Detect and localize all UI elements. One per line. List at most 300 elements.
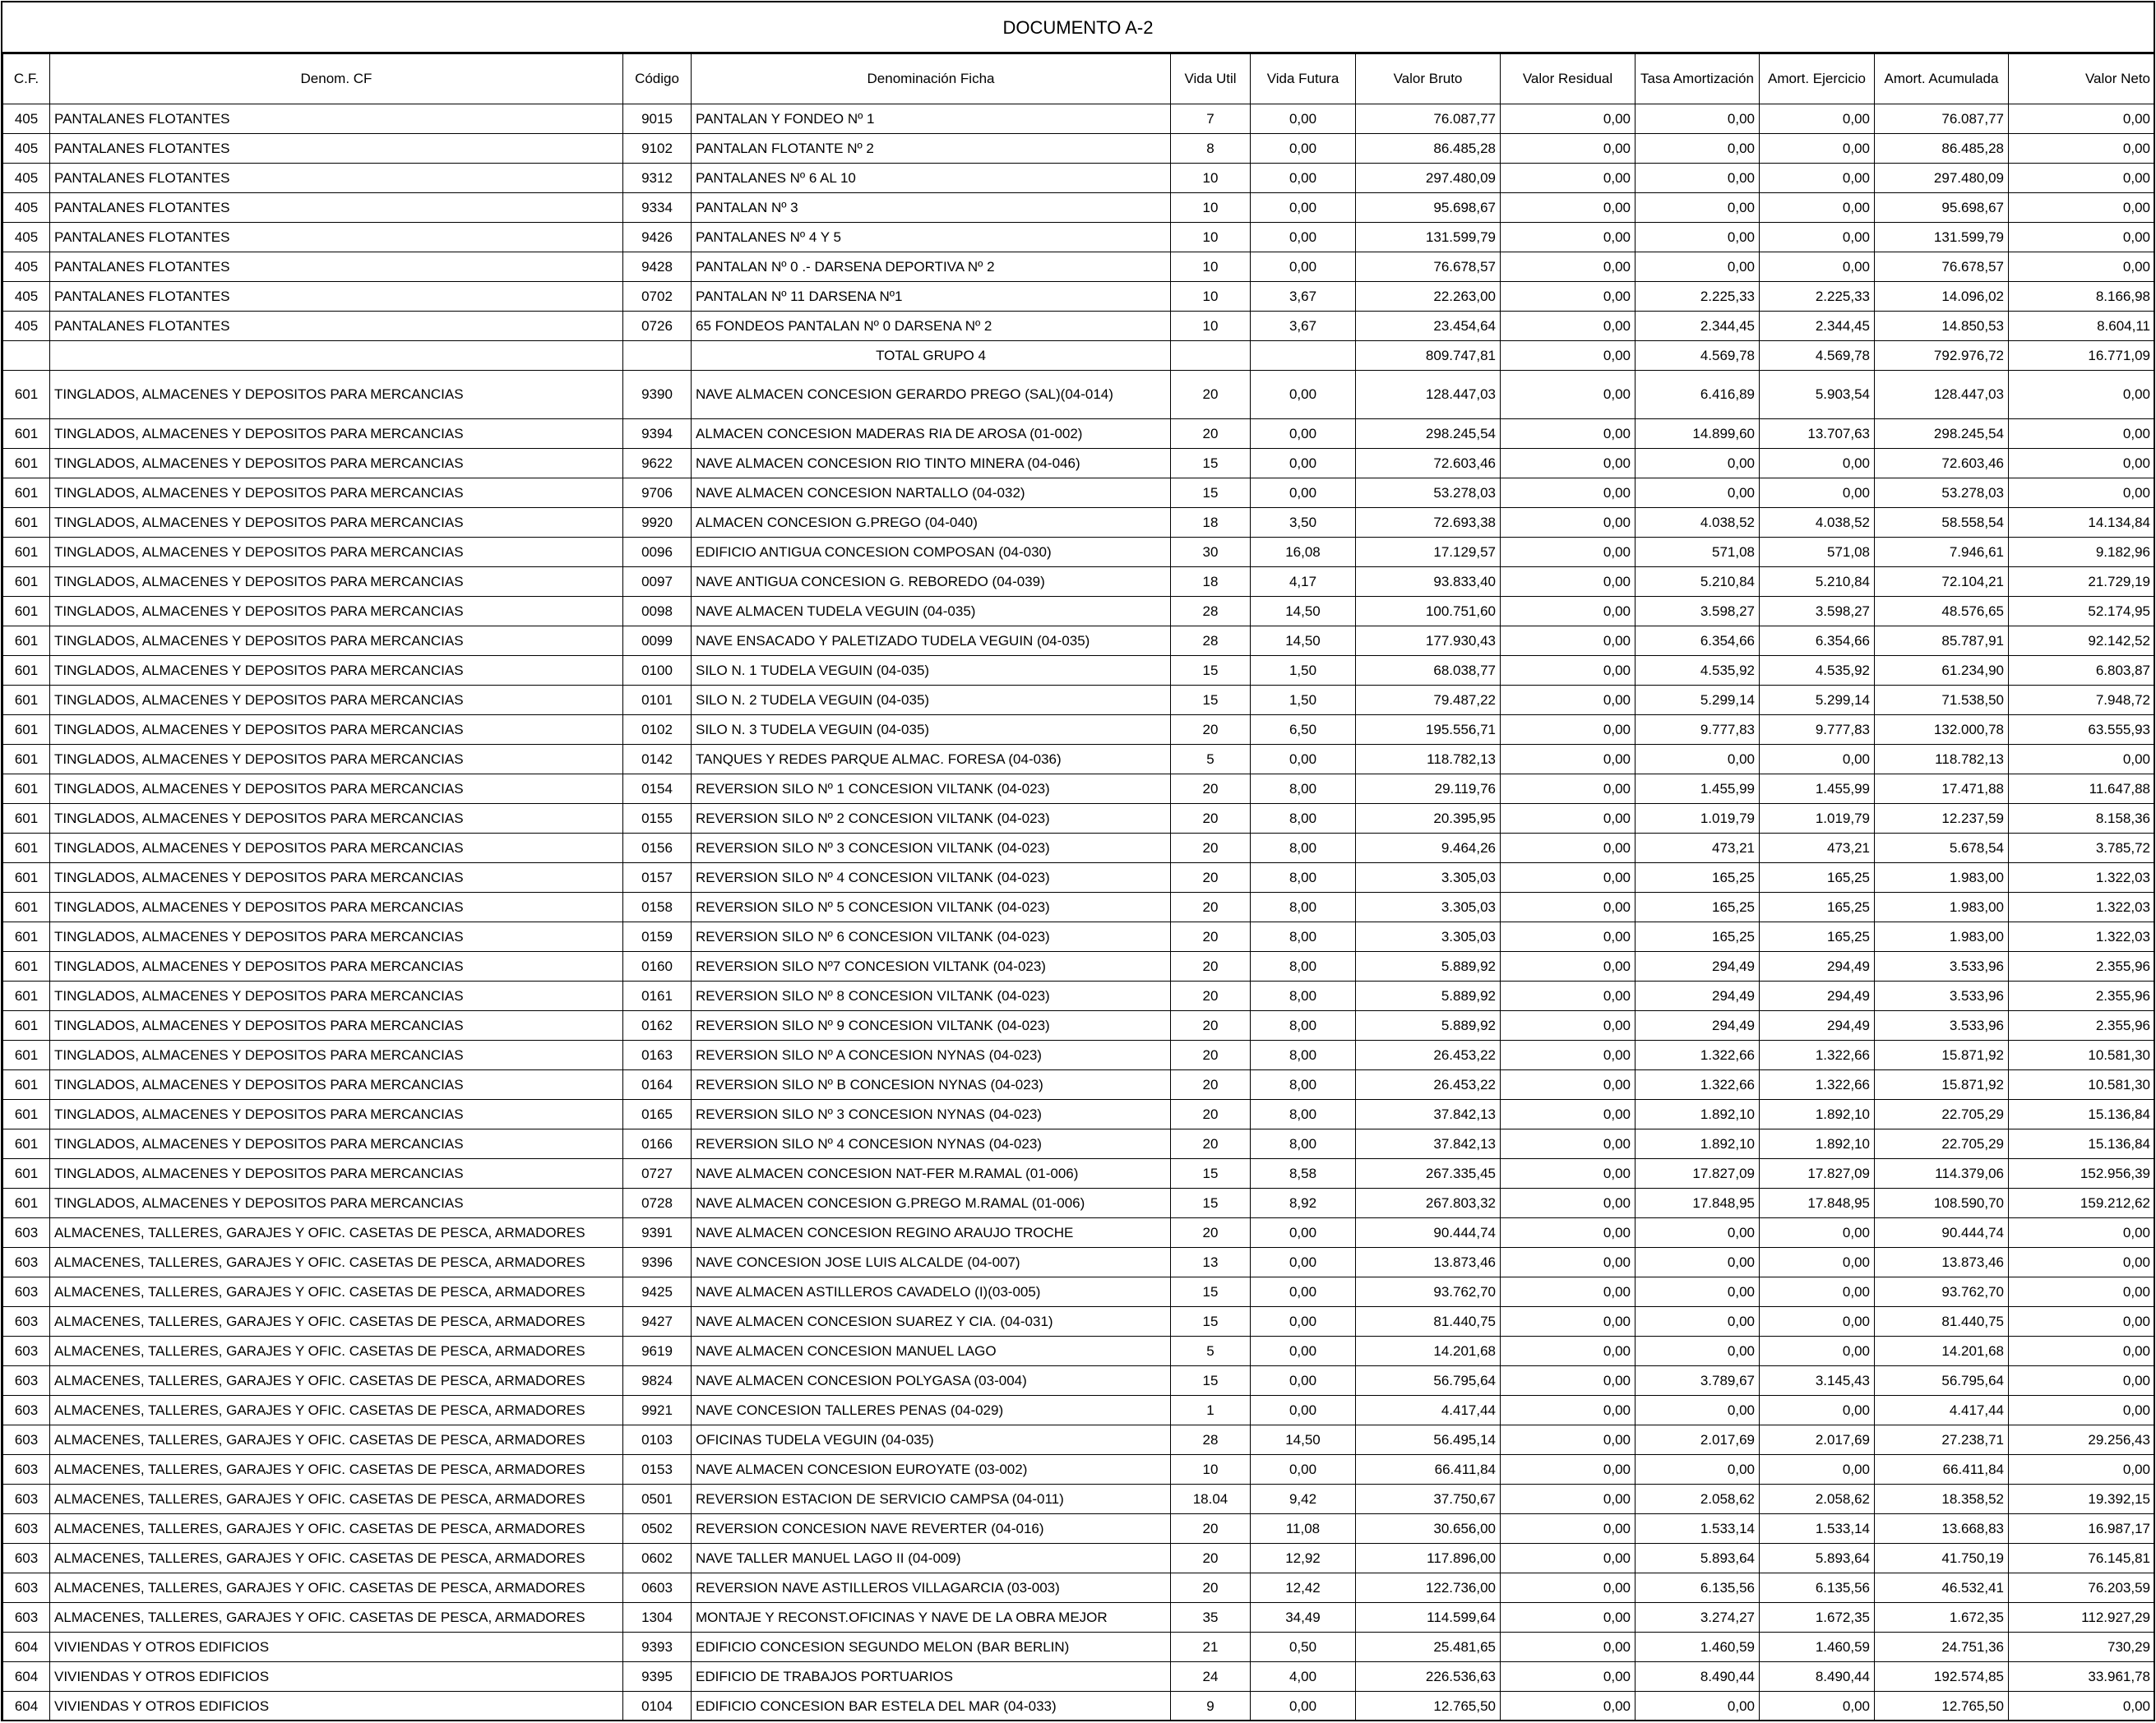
cell-valor-neto: 8.604,11 — [2009, 312, 2155, 341]
cell-denom-cf: PANTALANES FLOTANTES — [50, 223, 623, 252]
cell-denominacion-ficha: REVERSION SILO Nº 6 CONCESION VILTANK (04-023) — [692, 922, 1171, 952]
cell-valor-bruto: 5.889,92 — [1356, 1011, 1501, 1041]
table-row — [3, 1041, 2155, 1070]
cell-tasa-amortizacion: 14.899,60 — [1636, 419, 1760, 449]
cell-vida-futura: 0,00 — [1251, 223, 1356, 252]
cell-codigo: 0164 — [623, 1070, 692, 1100]
table-row — [3, 1573, 2155, 1603]
cell-denom-cf: ALMACENES, TALLERES, GARAJES Y OFIC. CASETAS DE PESCA, ARMADORES — [50, 1603, 623, 1633]
cell-codigo: 0157 — [623, 863, 692, 893]
cell-valor-neto: 0,00 — [2009, 745, 2155, 774]
cell-denominacion-ficha: REVERSION SILO Nº 3 CONCESION NYNAS (04-023) — [692, 1100, 1171, 1129]
cell-cf: 601 — [3, 1070, 50, 1100]
cell-valor-neto: 19.392,15 — [2009, 1485, 2155, 1514]
cell-codigo: 0103 — [623, 1425, 692, 1455]
cell-vida-util: 15 — [1171, 1159, 1251, 1189]
cell-valor-neto: 33.961,78 — [2009, 1662, 2155, 1692]
cell-amort-ejercicio: 1.672,35 — [1760, 1603, 1875, 1633]
cell-denom-cf: ALMACENES, TALLERES, GARAJES Y OFIC. CASETAS DE PESCA, ARMADORES — [50, 1307, 623, 1337]
table-row — [3, 774, 2155, 804]
cell-vida-futura: 12,42 — [1251, 1573, 1356, 1603]
cell-tasa-amortizacion: 1.460,59 — [1636, 1633, 1760, 1662]
cell-vida-futura: 3,67 — [1251, 282, 1356, 312]
cell-cf: 601 — [3, 774, 50, 804]
cell-cf: 405 — [3, 193, 50, 223]
cell-vida-futura: 8,58 — [1251, 1159, 1356, 1189]
cell-valor-bruto: 195.556,71 — [1356, 715, 1501, 745]
cell-amort-acumulada: 108.590,70 — [1875, 1189, 2009, 1218]
cell-cf: 601 — [3, 626, 50, 656]
cell-codigo: 9428 — [623, 252, 692, 282]
cell-valor-neto: 92.142,52 — [2009, 626, 2155, 656]
cell-valor-residual: 0,00 — [1501, 1159, 1636, 1189]
cell-valor-bruto: 298.245,54 — [1356, 419, 1501, 449]
cell-valor-bruto: 37.842,13 — [1356, 1129, 1501, 1159]
cell-valor-bruto: 81.440,75 — [1356, 1307, 1501, 1337]
cell-codigo: 9102 — [623, 134, 692, 164]
cell-tasa-amortizacion: 165,25 — [1636, 922, 1760, 952]
cell-valor-neto: 15.136,84 — [2009, 1129, 2155, 1159]
cell-tasa-amortizacion: 2.017,69 — [1636, 1425, 1760, 1455]
cell-valor-residual: 0,00 — [1501, 863, 1636, 893]
cell-amort-acumulada: 90.444,74 — [1875, 1218, 2009, 1248]
cell-denom-cf: PANTALANES FLOTANTES — [50, 312, 623, 341]
cell-valor-neto: 8.166,98 — [2009, 282, 2155, 312]
cell-amort-acumulada: 93.762,70 — [1875, 1277, 2009, 1307]
cell-valor-residual: 0,00 — [1501, 371, 1636, 419]
cell-amort-acumulada: 792.976,72 — [1875, 341, 2009, 371]
cell-vida-util: 18 — [1171, 508, 1251, 538]
cell-denom-cf: TINGLADOS, ALMACENES Y DEPOSITOS PARA MERCANCIAS — [50, 1011, 623, 1041]
cell-tasa-amortizacion: 1.892,10 — [1636, 1129, 1760, 1159]
cell-denominacion-ficha: PANTALAN Nº 3 — [692, 193, 1171, 223]
table-row — [3, 252, 2155, 282]
cell-valor-neto: 0,00 — [2009, 134, 2155, 164]
cell-vida-util: 7 — [1171, 104, 1251, 134]
table-row — [3, 1159, 2155, 1189]
cell-cf: 601 — [3, 1129, 50, 1159]
cell-vida-futura: 11,08 — [1251, 1514, 1356, 1544]
cell-amort-acumulada: 85.787,91 — [1875, 626, 2009, 656]
cell-vida-futura: 1,50 — [1251, 656, 1356, 686]
cell-vida-futura: 14,50 — [1251, 1425, 1356, 1455]
cell-denom-cf — [50, 341, 623, 371]
cell-valor-bruto: 117.896,00 — [1356, 1544, 1501, 1573]
cell-amort-ejercicio: 5.210,84 — [1760, 567, 1875, 597]
cell-cf: 601 — [3, 508, 50, 538]
cell-valor-residual: 0,00 — [1501, 715, 1636, 745]
cell-valor-neto: 6.803,87 — [2009, 656, 2155, 686]
cell-amort-acumulada: 1.983,00 — [1875, 863, 2009, 893]
cell-cf: 603 — [3, 1307, 50, 1337]
cell-cf: 601 — [3, 419, 50, 449]
cell-denom-cf: TINGLADOS, ALMACENES Y DEPOSITOS PARA MERCANCIAS — [50, 893, 623, 922]
cell-cf: 603 — [3, 1277, 50, 1307]
table-row — [3, 745, 2155, 774]
cell-denominacion-ficha: OFICINAS TUDELA VEGUIN (04-035) — [692, 1425, 1171, 1455]
cell-cf: 603 — [3, 1218, 50, 1248]
cell-vida-util: 10 — [1171, 282, 1251, 312]
cell-valor-residual: 0,00 — [1501, 656, 1636, 686]
cell-vida-util: 20 — [1171, 922, 1251, 952]
cell-vida-util: 8 — [1171, 134, 1251, 164]
cell-denom-cf: PANTALANES FLOTANTES — [50, 252, 623, 282]
cell-vida-futura: 0,00 — [1251, 1366, 1356, 1396]
cell-valor-residual: 0,00 — [1501, 538, 1636, 567]
cell-vida-futura: 3,50 — [1251, 508, 1356, 538]
cell-denom-cf: ALMACENES, TALLERES, GARAJES Y OFIC. CASETAS DE PESCA, ARMADORES — [50, 1366, 623, 1396]
cell-amort-ejercicio: 1.892,10 — [1760, 1129, 1875, 1159]
cell-amort-ejercicio: 2.344,45 — [1760, 312, 1875, 341]
cell-vida-futura: 0,00 — [1251, 371, 1356, 419]
cell-amort-ejercicio: 1.455,99 — [1760, 774, 1875, 804]
cell-cf: 603 — [3, 1425, 50, 1455]
cell-cf: 601 — [3, 597, 50, 626]
cell-amort-ejercicio: 0,00 — [1760, 1307, 1875, 1337]
cell-vida-futura: 0,00 — [1251, 104, 1356, 134]
cell-cf: 604 — [3, 1662, 50, 1692]
cell-denominacion-ficha: NAVE ALMACEN TUDELA VEGUIN (04-035) — [692, 597, 1171, 626]
cell-tasa-amortizacion: 3.274,27 — [1636, 1603, 1760, 1633]
cell-valor-bruto: 23.454,64 — [1356, 312, 1501, 341]
header-amort-ejercicio: Amort. Ejercicio — [1760, 54, 1875, 104]
cell-denominacion-ficha: REVERSION SILO Nº 1 CONCESION VILTANK (04-023) — [692, 774, 1171, 804]
cell-denom-cf: PANTALANES FLOTANTES — [50, 193, 623, 223]
header-vida-futura: Vida Futura — [1251, 54, 1356, 104]
cell-amort-ejercicio: 17.848,95 — [1760, 1189, 1875, 1218]
cell-amort-ejercicio: 294,49 — [1760, 952, 1875, 982]
table-row — [3, 193, 2155, 223]
cell-valor-neto: 1.322,03 — [2009, 893, 2155, 922]
table-row — [3, 567, 2155, 597]
cell-codigo: 9425 — [623, 1277, 692, 1307]
cell-cf: 601 — [3, 1159, 50, 1189]
cell-valor-residual: 0,00 — [1501, 597, 1636, 626]
cell-amort-ejercicio: 0,00 — [1760, 134, 1875, 164]
cell-amort-acumulada: 114.379,06 — [1875, 1159, 2009, 1189]
table-row — [3, 863, 2155, 893]
cell-vida-util: 20 — [1171, 982, 1251, 1011]
cell-amort-ejercicio: 4.535,92 — [1760, 656, 1875, 686]
table-row — [3, 538, 2155, 567]
cell-codigo: 0160 — [623, 952, 692, 982]
cell-denominacion-ficha: REVERSION ESTACION DE SERVICIO CAMPSA (04-011) — [692, 1485, 1171, 1514]
cell-valor-residual: 0,00 — [1501, 952, 1636, 982]
cell-tasa-amortizacion: 294,49 — [1636, 982, 1760, 1011]
cell-cf: 603 — [3, 1514, 50, 1544]
cell-codigo: 0098 — [623, 597, 692, 626]
cell-tasa-amortizacion: 5.299,14 — [1636, 686, 1760, 715]
cell-valor-neto: 0,00 — [2009, 223, 2155, 252]
cell-vida-futura: 8,00 — [1251, 1129, 1356, 1159]
cell-denominacion-ficha: PANTALAN Y FONDEO Nº 1 — [692, 104, 1171, 134]
table-row — [3, 1425, 2155, 1455]
cell-valor-residual: 0,00 — [1501, 193, 1636, 223]
cell-valor-bruto: 17.129,57 — [1356, 538, 1501, 567]
cell-amort-acumulada: 1.983,00 — [1875, 922, 2009, 952]
cell-vida-futura: 0,00 — [1251, 1248, 1356, 1277]
cell-vida-util: 10 — [1171, 312, 1251, 341]
cell-tasa-amortizacion: 17.827,09 — [1636, 1159, 1760, 1189]
cell-codigo: 0159 — [623, 922, 692, 952]
cell-vida-futura: 8,00 — [1251, 804, 1356, 834]
cell-amort-ejercicio: 5.893,64 — [1760, 1544, 1875, 1573]
cell-valor-neto: 76.145,81 — [2009, 1544, 2155, 1573]
cell-denominacion-ficha: SILO N. 3 TUDELA VEGUIN (04-035) — [692, 715, 1171, 745]
cell-tasa-amortizacion: 0,00 — [1636, 1277, 1760, 1307]
cell-amort-acumulada: 72.603,46 — [1875, 449, 2009, 478]
cell-codigo: 9427 — [623, 1307, 692, 1337]
cell-codigo: 0726 — [623, 312, 692, 341]
cell-tasa-amortizacion: 0,00 — [1636, 252, 1760, 282]
cell-valor-bruto: 5.889,92 — [1356, 952, 1501, 982]
cell-tasa-amortizacion: 0,00 — [1636, 1248, 1760, 1277]
cell-cf: 603 — [3, 1544, 50, 1573]
cell-tasa-amortizacion: 0,00 — [1636, 193, 1760, 223]
cell-cf: 405 — [3, 223, 50, 252]
cell-valor-bruto: 4.417,44 — [1356, 1396, 1501, 1425]
cell-tasa-amortizacion: 0,00 — [1636, 134, 1760, 164]
cell-amort-ejercicio: 0,00 — [1760, 1277, 1875, 1307]
cell-denom-cf: ALMACENES, TALLERES, GARAJES Y OFIC. CASETAS DE PESCA, ARMADORES — [50, 1277, 623, 1307]
table-row — [3, 1514, 2155, 1544]
cell-denom-cf: TINGLADOS, ALMACENES Y DEPOSITOS PARA MERCANCIAS — [50, 567, 623, 597]
cell-vida-futura: 0,00 — [1251, 193, 1356, 223]
cell-vida-util: 28 — [1171, 626, 1251, 656]
header-vida-util: Vida Util — [1171, 54, 1251, 104]
cell-vida-futura: 14,50 — [1251, 626, 1356, 656]
cell-denominacion-ficha: NAVE ALMACEN CONCESION NAT-FER M.RAMAL (01-006) — [692, 1159, 1171, 1189]
cell-codigo: 0501 — [623, 1485, 692, 1514]
cell-valor-residual: 0,00 — [1501, 1603, 1636, 1633]
cell-vida-futura: 0,00 — [1251, 419, 1356, 449]
cell-valor-bruto: 3.305,03 — [1356, 863, 1501, 893]
cell-cf: 601 — [3, 952, 50, 982]
cell-denominacion-ficha: REVERSION SILO Nº 5 CONCESION VILTANK (04-023) — [692, 893, 1171, 922]
cell-cf: 603 — [3, 1573, 50, 1603]
cell-codigo: 9619 — [623, 1337, 692, 1366]
cell-vida-futura: 4,17 — [1251, 567, 1356, 597]
header-amort-acumulada: Amort. Acumulada — [1875, 54, 2009, 104]
cell-vida-futura: 0,00 — [1251, 1218, 1356, 1248]
cell-cf: 603 — [3, 1366, 50, 1396]
cell-tasa-amortizacion: 0,00 — [1636, 1455, 1760, 1485]
cell-amort-acumulada: 72.104,21 — [1875, 567, 2009, 597]
cell-cf: 601 — [3, 567, 50, 597]
table-header-row — [3, 54, 2155, 104]
cell-cf: 601 — [3, 834, 50, 863]
cell-valor-residual: 0,00 — [1501, 1692, 1636, 1721]
cell-denominacion-ficha: REVERSION SILO Nº 3 CONCESION VILTANK (04-023) — [692, 834, 1171, 863]
table-row — [3, 104, 2155, 134]
cell-valor-neto: 8.158,36 — [2009, 804, 2155, 834]
cell-valor-neto: 0,00 — [2009, 371, 2155, 419]
cell-codigo: 0158 — [623, 893, 692, 922]
cell-vida-futura: 8,00 — [1251, 774, 1356, 804]
cell-denominacion-ficha: NAVE ALMACEN CONCESION NARTALLO (04-032) — [692, 478, 1171, 508]
cell-denom-cf: ALMACENES, TALLERES, GARAJES Y OFIC. CASETAS DE PESCA, ARMADORES — [50, 1485, 623, 1514]
cell-valor-bruto: 93.833,40 — [1356, 567, 1501, 597]
cell-tasa-amortizacion: 8.490,44 — [1636, 1662, 1760, 1692]
cell-vida-util: 20 — [1171, 1573, 1251, 1603]
cell-amort-ejercicio: 9.777,83 — [1760, 715, 1875, 745]
table-row — [3, 1218, 2155, 1248]
cell-vida-util: 10 — [1171, 1455, 1251, 1485]
cell-amort-acumulada: 12.765,50 — [1875, 1692, 2009, 1721]
cell-amort-acumulada: 131.599,79 — [1875, 223, 2009, 252]
cell-vida-util: 20 — [1171, 1100, 1251, 1129]
cell-codigo: 0728 — [623, 1189, 692, 1218]
cell-valor-bruto: 68.038,77 — [1356, 656, 1501, 686]
table-body — [3, 104, 2155, 1721]
cell-valor-residual: 0,00 — [1501, 449, 1636, 478]
cell-denominacion-ficha: PANTALAN FLOTANTE Nº 2 — [692, 134, 1171, 164]
cell-valor-residual: 0,00 — [1501, 1425, 1636, 1455]
cell-codigo: 9921 — [623, 1396, 692, 1425]
table-row — [3, 1396, 2155, 1425]
cell-denominacion-ficha: NAVE ALMACEN ASTILLEROS CAVADELO (I)(03-005) — [692, 1277, 1171, 1307]
cell-denom-cf: TINGLADOS, ALMACENES Y DEPOSITOS PARA MERCANCIAS — [50, 745, 623, 774]
cell-valor-residual: 0,00 — [1501, 1041, 1636, 1070]
cell-amort-ejercicio: 4.569,78 — [1760, 341, 1875, 371]
cell-codigo: 0142 — [623, 745, 692, 774]
cell-vida-futura: 0,00 — [1251, 134, 1356, 164]
header-valor-neto: Valor Neto — [2009, 54, 2155, 104]
table-row — [3, 893, 2155, 922]
cell-valor-neto: 0,00 — [2009, 419, 2155, 449]
cell-valor-neto: 0,00 — [2009, 1396, 2155, 1425]
cell-tasa-amortizacion: 0,00 — [1636, 1396, 1760, 1425]
cell-amort-acumulada: 7.946,61 — [1875, 538, 2009, 567]
cell-amort-acumulada: 132.000,78 — [1875, 715, 2009, 745]
cell-valor-bruto: 3.305,03 — [1356, 922, 1501, 952]
cell-denominacion-ficha: REVERSION CONCESION NAVE REVERTER (04-016) — [692, 1514, 1171, 1544]
cell-valor-bruto: 79.487,22 — [1356, 686, 1501, 715]
cell-denominacion-ficha: NAVE ENSACADO Y PALETIZADO TUDELA VEGUIN (04-035) — [692, 626, 1171, 656]
cell-valor-bruto: 76.087,77 — [1356, 104, 1501, 134]
cell-denominacion-ficha: NAVE ALMACEN CONCESION G.PREGO M.RAMAL (01-006) — [692, 1189, 1171, 1218]
table-row — [3, 686, 2155, 715]
table-row — [3, 1603, 2155, 1633]
cell-valor-neto: 730,29 — [2009, 1633, 2155, 1662]
cell-valor-neto: 2.355,96 — [2009, 952, 2155, 982]
table-row — [3, 1366, 2155, 1396]
cell-denom-cf: ALMACENES, TALLERES, GARAJES Y OFIC. CASETAS DE PESCA, ARMADORES — [50, 1455, 623, 1485]
cell-cf: 604 — [3, 1633, 50, 1662]
cell-valor-neto: 14.134,84 — [2009, 508, 2155, 538]
cell-denom-cf: TINGLADOS, ALMACENES Y DEPOSITOS PARA MERCANCIAS — [50, 1041, 623, 1070]
cell-vida-util: 15 — [1171, 1277, 1251, 1307]
cell-amort-acumulada: 95.698,67 — [1875, 193, 2009, 223]
cell-tasa-amortizacion: 0,00 — [1636, 745, 1760, 774]
cell-cf: 601 — [3, 1041, 50, 1070]
cell-denominacion-ficha: REVERSION SILO Nº 2 CONCESION VILTANK (04-023) — [692, 804, 1171, 834]
cell-amort-ejercicio: 6.135,56 — [1760, 1573, 1875, 1603]
cell-tasa-amortizacion: 2.344,45 — [1636, 312, 1760, 341]
cell-valor-neto: 0,00 — [2009, 449, 2155, 478]
cell-tasa-amortizacion: 165,25 — [1636, 863, 1760, 893]
cell-vida-util: 1 — [1171, 1396, 1251, 1425]
cell-tasa-amortizacion: 0,00 — [1636, 1218, 1760, 1248]
table-row — [3, 982, 2155, 1011]
cell-valor-residual: 0,00 — [1501, 508, 1636, 538]
cell-cf: 601 — [3, 715, 50, 745]
cell-valor-residual: 0,00 — [1501, 774, 1636, 804]
cell-valor-residual: 0,00 — [1501, 282, 1636, 312]
cell-vida-futura: 8,00 — [1251, 1041, 1356, 1070]
cell-denominacion-ficha: PANTALAN Nº 11 DARSENA Nº1 — [692, 282, 1171, 312]
cell-denominacion-ficha: PANTALANES Nº 4 Y 5 — [692, 223, 1171, 252]
cell-amort-acumulada: 41.750,19 — [1875, 1544, 2009, 1573]
cell-valor-bruto: 86.485,28 — [1356, 134, 1501, 164]
cell-denom-cf: TINGLADOS, ALMACENES Y DEPOSITOS PARA MERCANCIAS — [50, 1129, 623, 1159]
cell-valor-neto: 2.355,96 — [2009, 982, 2155, 1011]
cell-denom-cf: ALMACENES, TALLERES, GARAJES Y OFIC. CASETAS DE PESCA, ARMADORES — [50, 1248, 623, 1277]
cell-valor-neto: 0,00 — [2009, 193, 2155, 223]
cell-denom-cf: TINGLADOS, ALMACENES Y DEPOSITOS PARA MERCANCIAS — [50, 419, 623, 449]
cell-amort-acumulada: 24.751,36 — [1875, 1633, 2009, 1662]
cell-valor-residual: 0,00 — [1501, 804, 1636, 834]
cell-cf: 601 — [3, 863, 50, 893]
cell-tasa-amortizacion: 0,00 — [1636, 1337, 1760, 1366]
table-row — [3, 134, 2155, 164]
cell-vida-util: 20 — [1171, 893, 1251, 922]
cell-denom-cf: TINGLADOS, ALMACENES Y DEPOSITOS PARA MERCANCIAS — [50, 863, 623, 893]
cell-valor-bruto: 53.278,03 — [1356, 478, 1501, 508]
cell-vida-util: 20 — [1171, 863, 1251, 893]
cell-valor-neto: 0,00 — [2009, 1248, 2155, 1277]
cell-tasa-amortizacion: 2.225,33 — [1636, 282, 1760, 312]
cell-amort-acumulada: 13.873,46 — [1875, 1248, 2009, 1277]
cell-valor-residual: 0,00 — [1501, 341, 1636, 371]
table-row — [3, 656, 2155, 686]
cell-amort-ejercicio: 0,00 — [1760, 1248, 1875, 1277]
cell-vida-futura: 0,00 — [1251, 478, 1356, 508]
cell-denominacion-ficha: NAVE ANTIGUA CONCESION G. REBOREDO (04-039) — [692, 567, 1171, 597]
cell-vida-util: 18 — [1171, 567, 1251, 597]
cell-vida-util: 20 — [1171, 1544, 1251, 1573]
cell-tasa-amortizacion: 0,00 — [1636, 1307, 1760, 1337]
cell-codigo: 9824 — [623, 1366, 692, 1396]
cell-tasa-amortizacion: 6.135,56 — [1636, 1573, 1760, 1603]
cell-cf: 601 — [3, 804, 50, 834]
cell-amort-ejercicio: 17.827,09 — [1760, 1159, 1875, 1189]
cell-tasa-amortizacion: 0,00 — [1636, 104, 1760, 134]
cell-valor-neto: 52.174,95 — [2009, 597, 2155, 626]
cell-valor-residual: 0,00 — [1501, 1307, 1636, 1337]
cell-amort-ejercicio: 1.892,10 — [1760, 1100, 1875, 1129]
cell-cf: 601 — [3, 893, 50, 922]
table-row — [3, 952, 2155, 982]
table-row — [3, 371, 2155, 419]
cell-amort-acumulada: 76.678,57 — [1875, 252, 2009, 282]
cell-valor-residual: 0,00 — [1501, 104, 1636, 134]
cell-cf: 405 — [3, 104, 50, 134]
cell-valor-residual: 0,00 — [1501, 1573, 1636, 1603]
cell-valor-neto: 0,00 — [2009, 478, 2155, 508]
cell-valor-neto: 0,00 — [2009, 1337, 2155, 1366]
cell-denom-cf: VIVIENDAS Y OTROS EDIFICIOS — [50, 1662, 623, 1692]
cell-cf: 405 — [3, 164, 50, 193]
cell-amort-ejercicio: 473,21 — [1760, 834, 1875, 863]
cell-valor-bruto: 12.765,50 — [1356, 1692, 1501, 1721]
cell-vida-util: 18.04 — [1171, 1485, 1251, 1514]
cell-valor-neto: 10.581,30 — [2009, 1070, 2155, 1100]
cell-valor-bruto: 95.698,67 — [1356, 193, 1501, 223]
cell-amort-acumulada: 48.576,65 — [1875, 597, 2009, 626]
cell-amort-ejercicio: 1.019,79 — [1760, 804, 1875, 834]
cell-tasa-amortizacion: 4.535,92 — [1636, 656, 1760, 686]
